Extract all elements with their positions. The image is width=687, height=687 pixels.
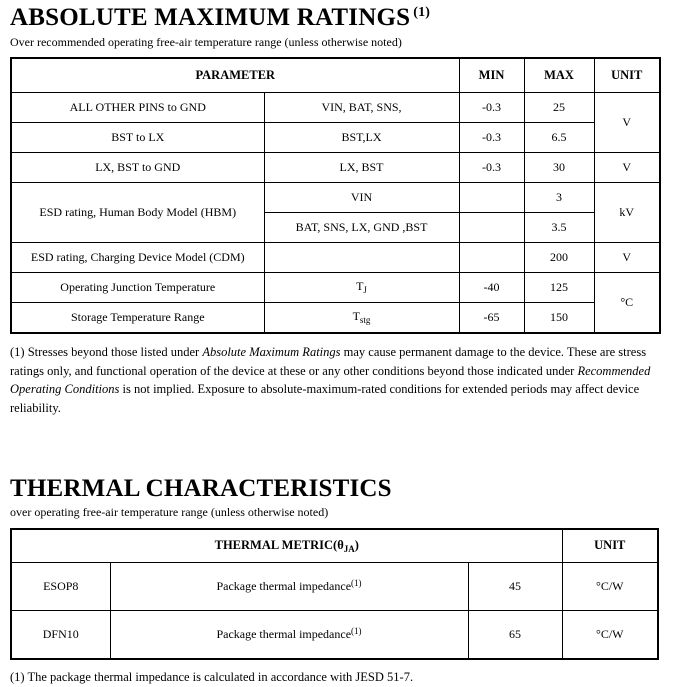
cell-symbol [264, 302, 459, 333]
cell-unit: kV [594, 182, 660, 242]
cell-package: DFN10 [11, 610, 110, 659]
cell-pins: BAT, SNS, LX, GND ,BST [264, 212, 459, 242]
symbol-base: T [356, 279, 364, 294]
table-row [11, 242, 660, 272]
header-thermal-metric [11, 529, 562, 563]
cell-max: 3 [524, 182, 594, 212]
cell-value: 45 [468, 562, 562, 610]
abs-max-section [10, 4, 671, 418]
cell-max: 150 [524, 302, 594, 333]
thermal-title: THERMAL CHARACTERISTICS [10, 474, 392, 502]
cell-max: 6.5 [524, 122, 594, 152]
abs-max-title-footnote-ref: (1) [413, 4, 431, 20]
cell-parameter: LX, BST to GND [11, 152, 264, 182]
header-min: MIN [459, 58, 524, 93]
cell-parameter: Storage Temperature Range [11, 302, 264, 333]
footnote-ref: (1) [351, 626, 362, 637]
cell-pins: BST,LX [264, 122, 459, 152]
table-row [11, 562, 658, 610]
symbol-sub: stg [359, 315, 371, 326]
cell-min-empty [459, 212, 524, 242]
abs-max-subtitle: Over recommended operating free-air temperature range (unless otherwise noted) [10, 34, 402, 49]
thermal-table [10, 528, 659, 660]
cell-max: 30 [524, 152, 594, 182]
description-text: Package thermal impedance [216, 627, 352, 642]
table-row [11, 272, 660, 302]
thermal-footnote: (1) The package thermal impedance is calculated in accordance with JESD 51-7. [10, 669, 414, 684]
footnote-text: may cause permanent damage to the device. These are stress ratings only, and functional operation of the device at these or any other conditions beyond those indicated under [10, 344, 647, 378]
cell-unit: V [594, 242, 660, 272]
abs-max-title [10, 4, 671, 32]
header-max: MAX [524, 58, 594, 93]
table-row [11, 610, 658, 659]
footnote-italic: Recommended Operating Conditions [10, 363, 651, 397]
footnote-ref: (1) [351, 578, 362, 589]
symbol-sub: J [363, 285, 367, 296]
metric-close: ) [354, 537, 359, 552]
cell-min-empty [459, 242, 524, 272]
cell-max: 25 [524, 92, 594, 122]
abs-max-table [10, 57, 661, 334]
cell-description [110, 562, 468, 610]
table-row [11, 92, 660, 122]
cell-value: 65 [468, 610, 562, 659]
cell-max: 125 [524, 272, 594, 302]
table-row [11, 152, 660, 182]
table-row [11, 122, 660, 152]
thermal-section [10, 475, 671, 687]
cell-max: 200 [524, 242, 594, 272]
cell-symbol [264, 272, 459, 302]
abs-max-title-text: ABSOLUTE MAXIMUM RATINGS [10, 4, 411, 31]
cell-unit: V [594, 92, 660, 152]
header-unit: UNIT [594, 58, 660, 93]
symbol-base: T [352, 309, 360, 324]
cell-parameter: BST to LX [11, 122, 264, 152]
cell-min: -0.3 [459, 92, 524, 122]
cell-unit: °C [594, 272, 660, 333]
cell-max: 3.5 [524, 212, 594, 242]
metric-base: THERMAL METRIC(θ [214, 537, 344, 552]
cell-description [110, 610, 468, 659]
cell-min-empty [459, 182, 524, 212]
cell-pins: LX, BST [264, 152, 459, 182]
thermal-header-row [11, 529, 658, 563]
cell-min: -65 [459, 302, 524, 333]
footnote-text: is not implied. Exposure to absolute-maximum-rated conditions for extended periods may affect device reliability. [10, 382, 640, 416]
description-text: Package thermal impedance [216, 579, 352, 594]
header-parameter: PARAMETER [11, 58, 459, 93]
cell-min: -40 [459, 272, 524, 302]
cell-pins-empty [264, 242, 459, 272]
header-unit: UNIT [562, 529, 658, 563]
table-row [11, 182, 660, 212]
cell-min: -0.3 [459, 152, 524, 182]
cell-unit: °C/W [562, 562, 658, 610]
table-row [11, 302, 660, 333]
abs-max-header-row [11, 58, 660, 93]
footnote-italic: Absolute Maximum Ratings [202, 344, 341, 359]
cell-min: -0.3 [459, 122, 524, 152]
metric-sub: JA [343, 543, 355, 554]
footnote-text: (1) Stresses beyond those listed under [10, 344, 203, 359]
cell-parameter: ALL OTHER PINS to GND [11, 92, 264, 122]
cell-pins: VIN, BAT, SNS, [264, 92, 459, 122]
abs-max-footnote [10, 343, 671, 418]
cell-pins: VIN [264, 182, 459, 212]
cell-unit: °C/W [562, 610, 658, 659]
cell-unit: V [594, 152, 660, 182]
cell-package: ESOP8 [11, 562, 110, 610]
thermal-subtitle: over operating free-air temperature range (unless otherwise noted) [10, 505, 329, 520]
cell-parameter: ESD rating, Charging Device Model (CDM) [11, 242, 264, 272]
cell-parameter: ESD rating, Human Body Model (HBM) [11, 182, 264, 242]
cell-parameter: Operating Junction Temperature [11, 272, 264, 302]
